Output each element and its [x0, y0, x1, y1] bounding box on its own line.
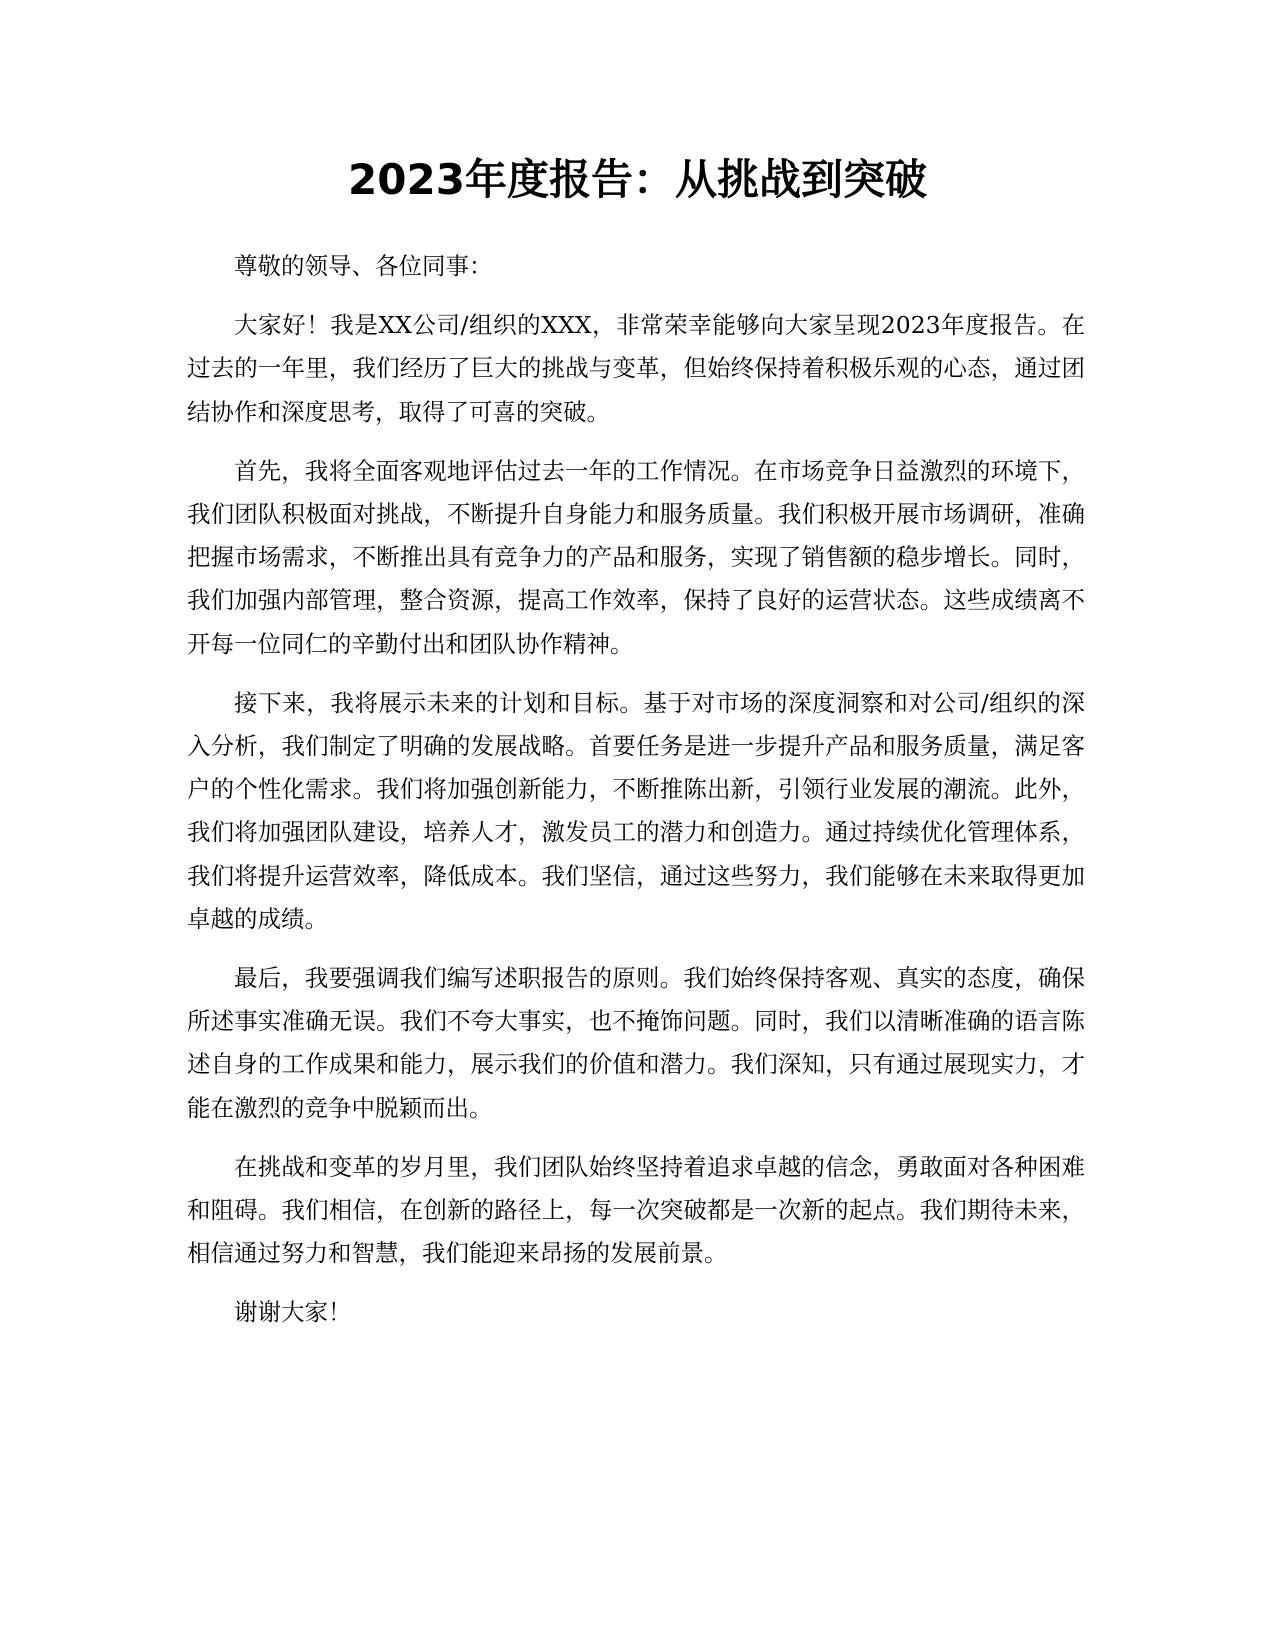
plan-paragraph: 接下来，我将展示未来的计划和目标。基于对市场的深度洞察和对公司/组织的深入分析，我们制定了明确的发展战略。首要任务是进一步提升产品和服务质量，满足客户的个性化需求。我们将加强创新能力，不断推陈出新，引领行业发展的潮流。此外，我们将加强团队建设，培养人才，激发员工的潜力和创造力。通过持续优化管理体系，我们将提升运营效率，降低成本。我们坚信，通过这些努力，我们能够在未来取得更加卓越的成绩。 [187, 688, 1085, 933]
closing-paragraph: 在挑战和变革的岁月里，我们团队始终坚持着追求卓越的信念，勇敢面对各种困难和阻碍。我们相信，在创新的路径上，每一次突破都是一次新的起点。我们期待未来，相信通过努力和智慧，我们能迎来昂扬的发展前景。 [187, 1152, 1085, 1268]
review-paragraph: 首先，我将全面客观地评估过去一年的工作情况。在市场竞争日益激烈的环境下，我们团队积极面对挑战，不断提升自身能力和服务质量。我们积极开展市场调研，准确把握市场需求，不断推出具有竞争力的产品和服务，实现了销售额的稳步增长。同时，我们加强内部管理，整合资源，提高工作效率，保持了良好的运营状态。这些成绩离不开每一位同仁的辛勤付出和团队协作精神。 [187, 456, 1085, 658]
thanks-paragraph: 谢谢大家！ [234, 1298, 352, 1327]
document-title: 2023年度报告：从挑战到突破 [348, 155, 927, 204]
salutation-paragraph: 尊敬的领导、各位同事： [234, 252, 493, 280]
principles-paragraph: 最后，我要强调我们编写述职报告的原则。我们始终保持客观、真实的态度，确保所述事实准确无误。我们不夸大事实，也不掩饰问题。同时，我们以清晰准确的语言陈述自身的工作成果和能力，展示我们的价值和潜力。我们深知，只有通过展现实力，才能在激烈的竞争中脱颖而出。 [187, 964, 1085, 1122]
document-body [187, 245, 1085, 1351]
greeting-paragraph: 大家好！我是XX公司/组织的XXX，非常荣幸能够向大家呈现2023年度报告。在过去的一年里，我们经历了巨大的挑战与变革，但始终保持着积极乐观的心态，通过团结协作和深度思考，取得了可喜的突破。 [187, 311, 1085, 426]
